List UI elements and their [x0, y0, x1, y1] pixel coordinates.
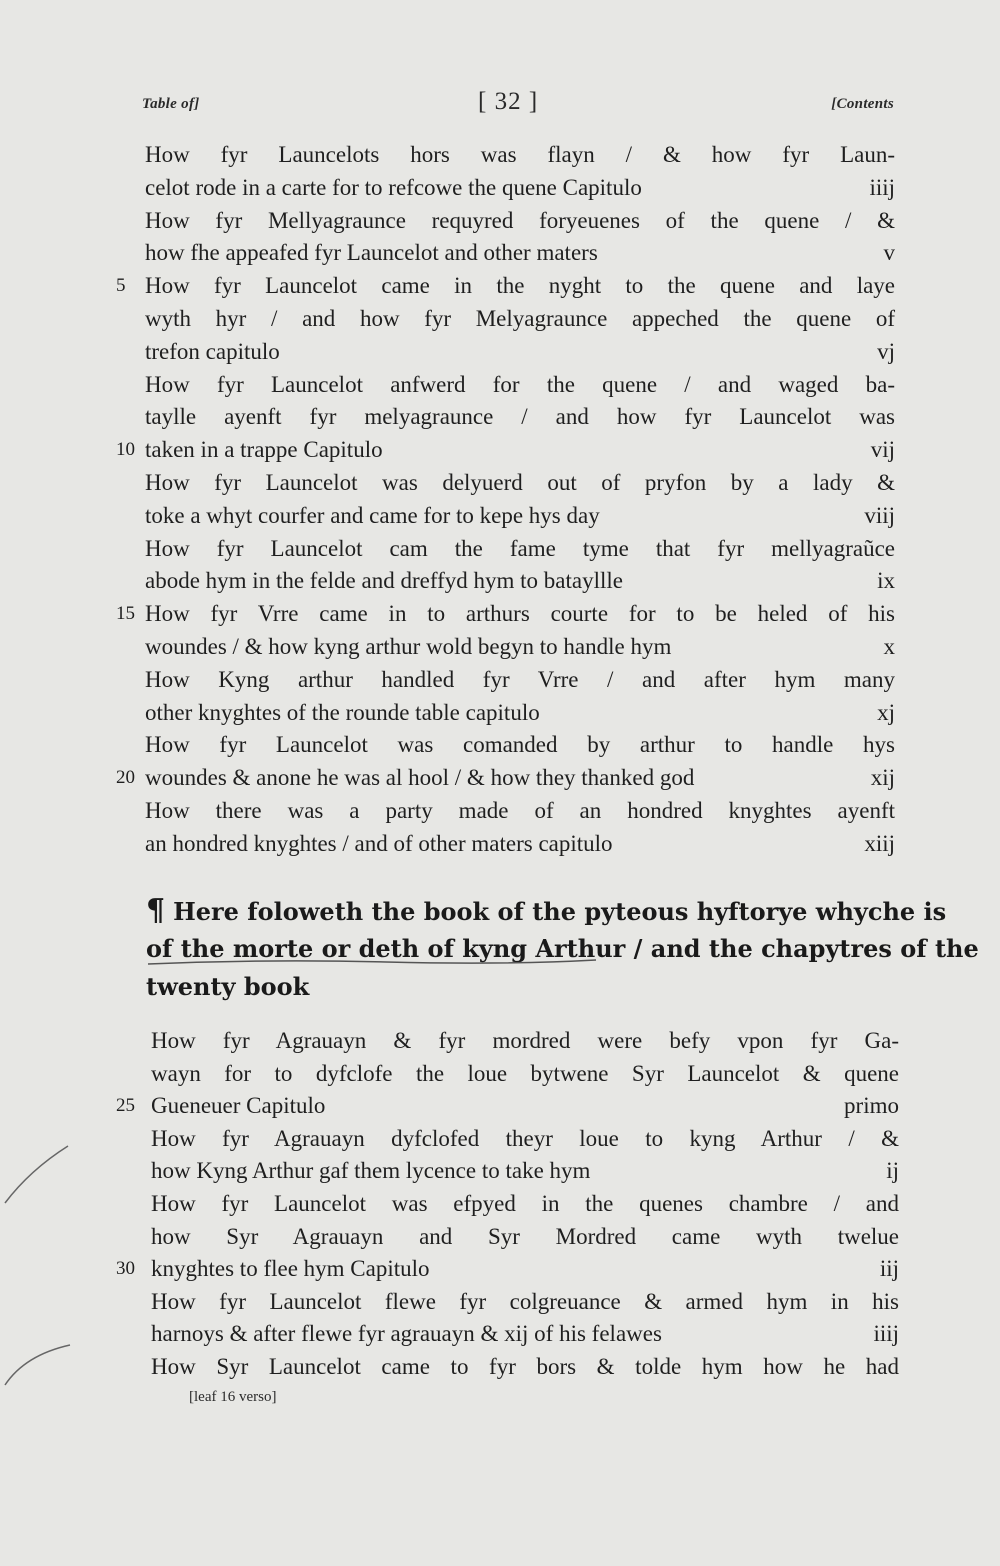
contents-entry-text: abode hym in the felde and dreffyd hym to batayllle: [145, 568, 623, 594]
contents-line: [0, 828, 1000, 860]
chapter-number: v: [883, 240, 895, 266]
book-heading: [146, 892, 979, 1012]
contents-line: [0, 1253, 1000, 1285]
contents-entry-text: How fyr Launcelots hors was flayn / & how fyr Laun-: [145, 142, 895, 167]
contents-line: [0, 303, 1000, 335]
contents-line: [0, 795, 1000, 827]
contents-entry-text: taken in a trappe Capitulo: [145, 437, 383, 463]
running-head-right: [Contents: [831, 96, 894, 112]
running-head-left: Table of]: [142, 96, 200, 112]
contents-entry-text: How fyr Launcelot was comanded by arthur to handle hys: [145, 732, 895, 758]
contents-entry-text: How fyr Agrauayn dyfclofed theyr loue to kyng Arthur / &: [151, 1125, 899, 1151]
contents-entry-text: How fyr Launcelot was delyuerd out of pryfon by a lady &: [145, 470, 895, 495]
contents-entry-text: wyth hyr / and how fyr Melyagraunce appeched the quene of: [145, 306, 895, 331]
chapter-number: vij: [870, 437, 895, 463]
chapter-number: viij: [864, 502, 895, 528]
line-number: 20: [116, 767, 135, 789]
contents-entry-text: How fyr Vrre came in to arthurs courte for to be heled of his: [145, 601, 895, 627]
heading-text-1: Here foloweth the book of the pyteous hyftorye whyche is: [173, 897, 947, 926]
contents-entry-text: How fyr Launcelot anfwerd for the quene / and waged ba-: [145, 371, 895, 397]
contents-line: [0, 664, 1000, 696]
contents-entry-text: how Kyng Arthur gaf them lycence to take hym: [151, 1158, 591, 1184]
contents-line: [0, 631, 1000, 663]
contents-line: [0, 1025, 1000, 1057]
contents-line: [0, 762, 1000, 794]
heading-line-2: of the morte or deth of kyng Arthur / and the chapytres of the: [146, 934, 979, 963]
contents-entry-text: how Syr Agrauayn and Syr Mordred came wyth twelue: [151, 1223, 899, 1249]
contents-entry-text: Gueneuer Capitulo: [151, 1093, 326, 1119]
contents-line: [0, 270, 1000, 302]
chapter-number: vj: [877, 338, 895, 364]
page-number: [ 32 ]: [478, 88, 539, 115]
contents-entry-text: How there was a party made of an hondred knyghtes ayenft: [145, 798, 895, 823]
line-number: 5: [116, 275, 126, 297]
contents-entry-text: celot rode in a carte for to refcowe the quene Capitulo: [145, 174, 642, 200]
contents-entry-text: taylle ayenft fyr melyagraunce / and how fyr Launcelot was: [145, 404, 895, 430]
chapter-number: xij: [870, 765, 895, 791]
line-number: 10: [116, 439, 135, 461]
chapter-number: primo: [844, 1093, 899, 1119]
pencil-mark-1: [0, 1140, 90, 1230]
contents-entry-text: How fyr Launcelot flewe fyr colgreuance & armed hym in his: [151, 1288, 899, 1314]
leaf-note: [leaf 16 verso]: [189, 1389, 277, 1405]
contents-line: [0, 1123, 1000, 1155]
chapter-number: x: [883, 634, 895, 659]
contents-line: [0, 172, 1000, 204]
contents-line: [0, 1286, 1000, 1318]
contents-entry-text: knyghtes to flee hym Capitulo: [151, 1256, 430, 1282]
contents-line: [0, 1351, 1000, 1383]
contents-entry-text: toke a whyt courfer and came for to kepe hys day: [145, 502, 600, 528]
contents-line: [0, 598, 1000, 630]
heading-line-3: twenty book: [146, 972, 310, 1001]
contents-line: [0, 139, 1000, 171]
line-number: 25: [116, 1095, 135, 1117]
contents-entry-text: wayn for to dyfclofe the loue bytwene Syr Launcelot & quene: [151, 1060, 899, 1086]
pencil-underline: [146, 957, 598, 967]
contents-line: [0, 533, 1000, 565]
contents-entry-text: other knyghtes of the rounde table capitulo: [145, 699, 540, 725]
contents-line: [0, 697, 1000, 729]
contents-line: [0, 401, 1000, 433]
contents-entry-text: How fyr Mellyagraunce requyred foryeuenes of the quene / &: [145, 207, 895, 233]
contents-line: [0, 434, 1000, 466]
contents-line: [0, 336, 1000, 368]
pilcrow-icon: ¶: [146, 893, 166, 928]
chapter-number: xj: [877, 699, 895, 725]
contents-entry-text: trefon capitulo: [145, 338, 280, 364]
contents-line: [0, 1221, 1000, 1253]
contents-line: [0, 729, 1000, 761]
contents-line: [0, 500, 1000, 532]
contents-entry-text: How Syr Launcelot came to fyr bors & tolde hym how he had: [151, 1354, 899, 1379]
contents-line: [0, 1058, 1000, 1090]
contents-entry-text: woundes / & how kyng arthur wold begyn to handle hym: [145, 634, 672, 659]
chapter-number: iiij: [873, 1321, 899, 1347]
contents-line: [0, 1155, 1000, 1187]
contents-entry-text: an hondred knyghtes / and of other maters capitulo: [145, 830, 613, 856]
contents-entry-text: How fyr Launcelot cam the fame tyme that fyr mellyagraũce: [145, 535, 895, 561]
pencil-mark-2: [0, 1330, 90, 1420]
contents-line: [0, 369, 1000, 401]
heading-line-1: [146, 892, 947, 931]
contents-entry-text: woundes & anone he was al hool / & how they thanked god: [145, 765, 695, 791]
contents-line: [0, 205, 1000, 237]
contents-line: [0, 237, 1000, 269]
chapter-number: ix: [877, 568, 895, 594]
contents-entry-text: How fyr Launcelot was efpyed in the quenes chambre / and: [151, 1191, 899, 1216]
contents-line: [0, 1090, 1000, 1122]
chapter-number: iij: [879, 1256, 899, 1282]
contents-entry-text: harnoys & after flewe fyr agrauayn & xij of his felawes: [151, 1321, 662, 1347]
chapter-number: iiij: [869, 174, 895, 200]
contents-entry-text: How fyr Launcelot came in the nyght to the quene and laye: [145, 273, 895, 299]
contents-line: [0, 1318, 1000, 1350]
contents-line: [0, 1188, 1000, 1220]
line-number: 30: [116, 1258, 135, 1280]
contents-line: [0, 467, 1000, 499]
contents-entry-text: how fhe appeafed fyr Launcelot and other maters: [145, 240, 598, 266]
line-number: 15: [116, 603, 135, 625]
contents-line: [0, 565, 1000, 597]
chapter-number: ij: [886, 1158, 899, 1184]
contents-entry-text: How Kyng arthur handled fyr Vrre / and after hym many: [145, 666, 895, 692]
contents-entry-text: How fyr Agrauayn & fyr mordred were befy vpon fyr Ga-: [151, 1028, 899, 1053]
chapter-number: xiij: [864, 830, 895, 856]
